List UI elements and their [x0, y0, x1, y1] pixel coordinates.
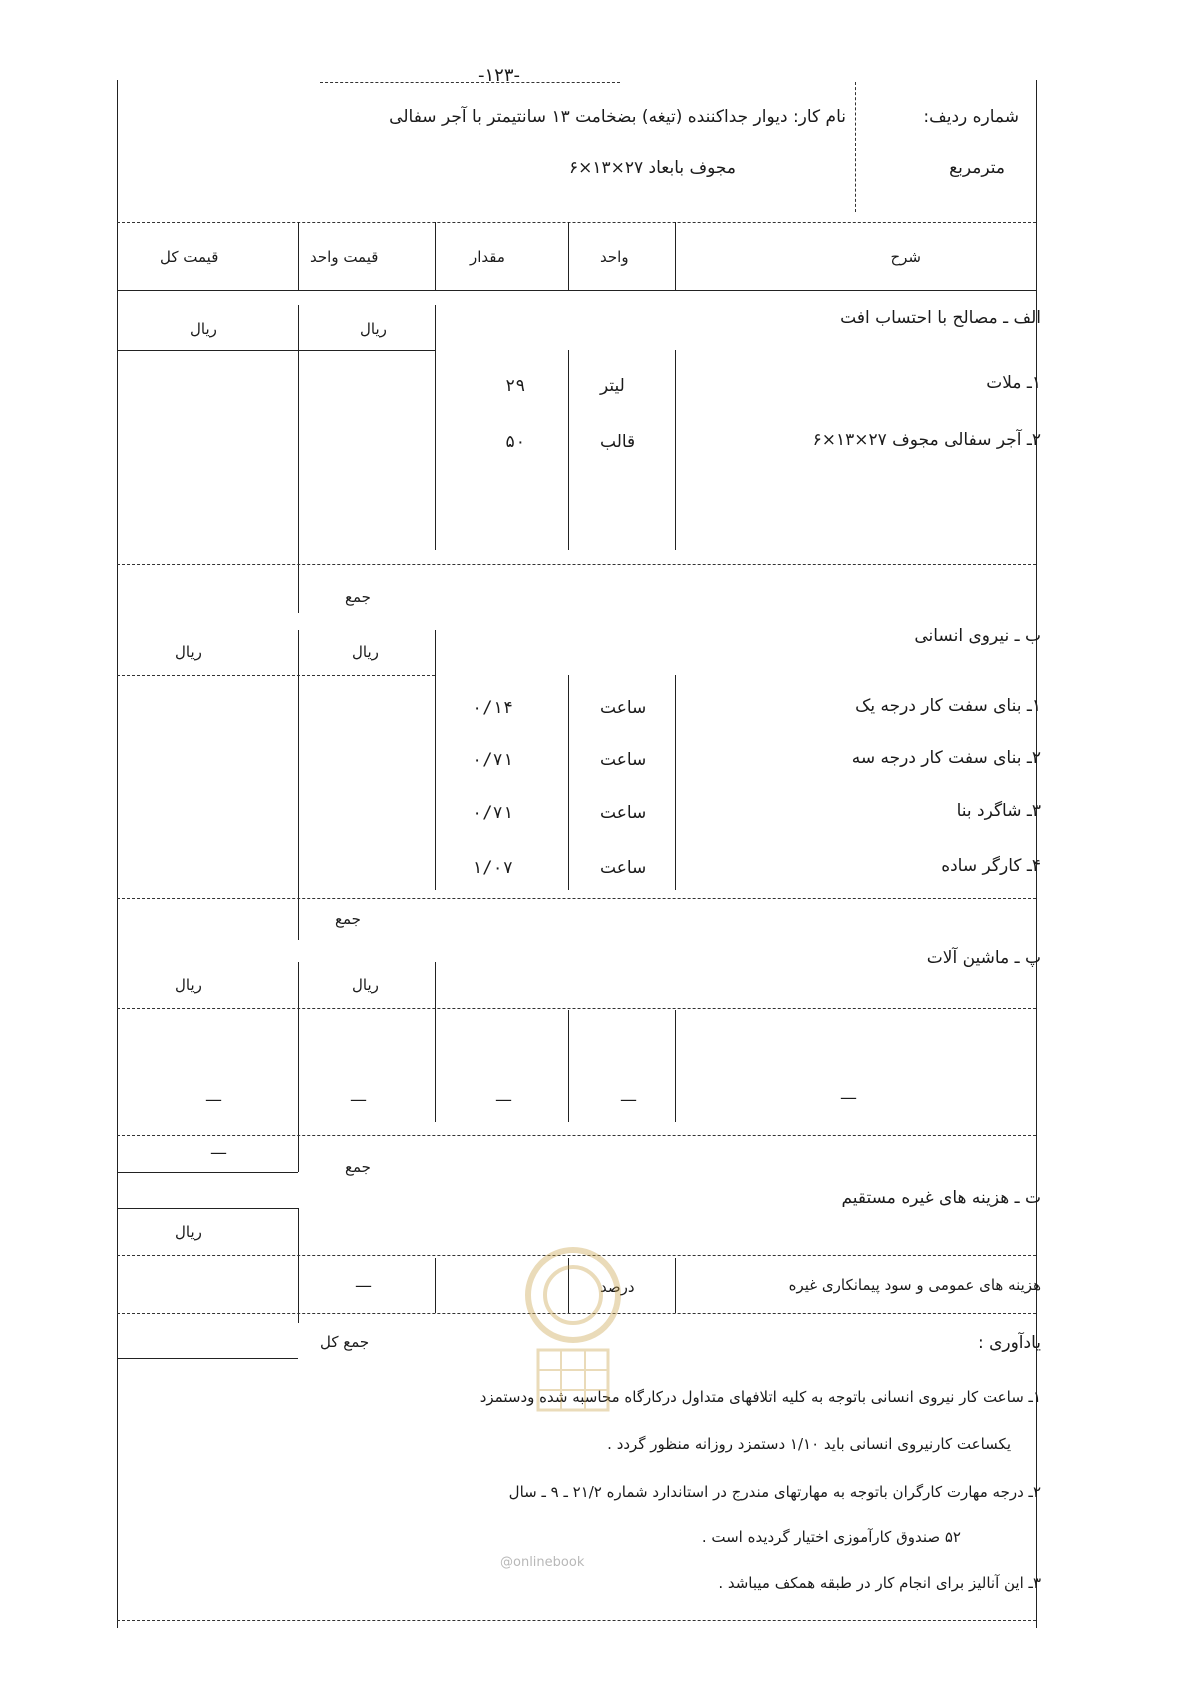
header-bottom-line — [117, 222, 1036, 223]
watermark-stamp — [503, 1240, 643, 1440]
col-sep-2 — [435, 222, 436, 290]
p-sep-1 — [298, 962, 299, 1172]
header-divider — [855, 82, 856, 212]
watermark-text: @onlinebook — [500, 1555, 585, 1570]
b-item1-desc: ۱ـ بنای سفت کار درجه يک — [855, 696, 1041, 716]
frame-bottom — [117, 1620, 1036, 1621]
b-sep-1 — [298, 630, 299, 940]
a-currency-total: ريال — [190, 320, 217, 338]
a-sep-2 — [435, 305, 436, 550]
b-sep-2 — [435, 630, 436, 890]
col-sep-1 — [298, 222, 299, 290]
b-item3-desc: ۳ـ شاگرد بنا — [956, 801, 1041, 821]
a-currency-line — [117, 350, 435, 351]
b-item2-desc: ۲ـ بنای سفت کار درجه سه — [851, 748, 1041, 768]
note-1: ۱ـ ساعت کار نيروی انسانی باتوجه به کليه اتلافهای متداول درکارگاه محاسبه شده ودستمزد — [479, 1388, 1041, 1406]
code-label: شماره رديف: — [923, 107, 1019, 127]
p-dash-total: — — [205, 1090, 222, 1110]
a-sum-label: جمع — [345, 588, 371, 606]
b-item4-unit: ساعت — [600, 858, 647, 878]
p-currency-total: ريال — [175, 976, 202, 994]
a-item1-desc: ۱ـ ملات — [986, 373, 1041, 393]
a-item2-qty: ۵۰ — [505, 432, 526, 452]
col-header-bottom — [117, 290, 1036, 291]
p-dash-qty: — — [495, 1090, 512, 1110]
b-item3-unit: ساعت — [600, 803, 647, 823]
p-currency-unit: ريال — [352, 976, 379, 994]
col-quantity: مقدار — [470, 248, 505, 266]
a-sep-4 — [675, 350, 676, 550]
b-item2-qty: ۰/۷۱ — [472, 750, 513, 770]
work-title-sub: مجوف بابعاد ۲۷×۱۳×۶ — [568, 158, 736, 178]
t-row-unit-price-dash: — — [355, 1276, 372, 1296]
b-sum-label: جمع — [335, 910, 361, 928]
p-sum-box-bottom — [117, 1172, 298, 1173]
a-sep-3 — [568, 350, 569, 550]
grand-total-box-bottom — [117, 1358, 298, 1359]
a-end-line — [117, 564, 1036, 565]
page-number: -۱۲۳- — [478, 65, 520, 86]
a-item1-unit: ليتر — [600, 376, 625, 396]
b-item2-unit: ساعت — [600, 750, 647, 770]
p-sep-2 — [435, 962, 436, 1122]
t-sep-4 — [675, 1258, 676, 1313]
b-end-line — [117, 898, 1036, 899]
labor-title: ب ـ نيروی انسانی — [914, 626, 1041, 646]
col-unit-price: قيمت واحد — [310, 248, 379, 266]
t-row-desc: هزينه های عمومی و سود پيمانکاری غيره — [788, 1276, 1041, 1294]
p-sep-3 — [568, 1010, 569, 1122]
p-sum-label: جمع — [345, 1158, 371, 1176]
col-unit: واحد — [600, 248, 629, 266]
b-item4-qty: ۱/۰۷ — [472, 858, 513, 878]
col-sep-4 — [675, 222, 676, 290]
a-item2-unit: قالب — [600, 432, 636, 452]
p-dash-unit-price: — — [350, 1090, 367, 1110]
note-1-cont: يکساعت کارنيروی انسانی بايد ۱/۱۰ دستمزد روزانه منظور گردد . — [607, 1435, 1011, 1453]
t-row-unit: درصد — [600, 1278, 635, 1296]
b-sep-3 — [568, 675, 569, 890]
b-currency-total-1: ريال — [175, 643, 202, 661]
a-currency-unit: ريال — [360, 320, 387, 338]
t-currency-total: ريال — [175, 1223, 202, 1241]
b-item1-qty: ۰/۱۴ — [472, 698, 513, 718]
col-sep-3 — [568, 222, 569, 290]
note-3: ۳ـ اين آناليز برای انجام کار در طبقه همکف ميباشد . — [718, 1574, 1041, 1592]
materials-title: الف ـ مصالح با احتساب افت — [840, 308, 1041, 328]
b-item3-qty: ۰/۷۱ — [472, 803, 513, 823]
t-box-right — [298, 1208, 299, 1323]
b-currency-unit: ريال — [352, 643, 379, 661]
a-sep-1 — [298, 305, 299, 613]
a-item2-desc: ۲ـ آجر سفالی مجوف ۲۷×۱۳×۶ — [812, 430, 1041, 450]
t-top-line — [117, 1208, 298, 1209]
b-currency-line — [117, 675, 435, 676]
machinery-title: پ ـ ماشين آلات — [926, 948, 1041, 968]
t-sep-2 — [435, 1258, 436, 1313]
frame-left — [117, 80, 118, 1628]
b-sep-4 — [675, 675, 676, 890]
p-end-line — [117, 1135, 1036, 1136]
b-item1-unit: ساعت — [600, 698, 647, 718]
b-item4-desc: ۴ـ کارگر ساده — [941, 856, 1041, 876]
indirect-title: ت ـ هزينه های غيره مستقيم — [841, 1188, 1041, 1208]
col-total: قيمت کل — [160, 248, 219, 266]
col-description: شرح — [890, 248, 921, 266]
p-dash-desc: — — [840, 1088, 857, 1108]
frame-top — [320, 82, 620, 83]
p-sum-dash: — — [210, 1143, 227, 1163]
p-dash-unit: — — [620, 1090, 637, 1110]
p-sep-4 — [675, 1010, 676, 1122]
note-2: ۲ـ درجه مهارت کارگران باتوجه به مهارتهای مندرج در استاندارد شماره ۲۱/۲ ـ ۹ ـ سال — [508, 1483, 1041, 1501]
p-currency-line — [117, 1008, 1036, 1009]
grand-total-label: جمع کل — [320, 1333, 370, 1351]
unit-label: مترمربع — [949, 158, 1005, 178]
note-2-cont: ۵۲ صندوق کارآموزی اختيار گرديده است . — [701, 1528, 961, 1546]
a-item1-qty: ۲۹ — [505, 376, 526, 396]
notes-title: يادآوری : — [977, 1333, 1041, 1353]
work-title: نام کار: ديوار جداکننده (تيغه) بضخامت ۱۳ سانتيمتر با آجر سفالی — [389, 107, 846, 127]
